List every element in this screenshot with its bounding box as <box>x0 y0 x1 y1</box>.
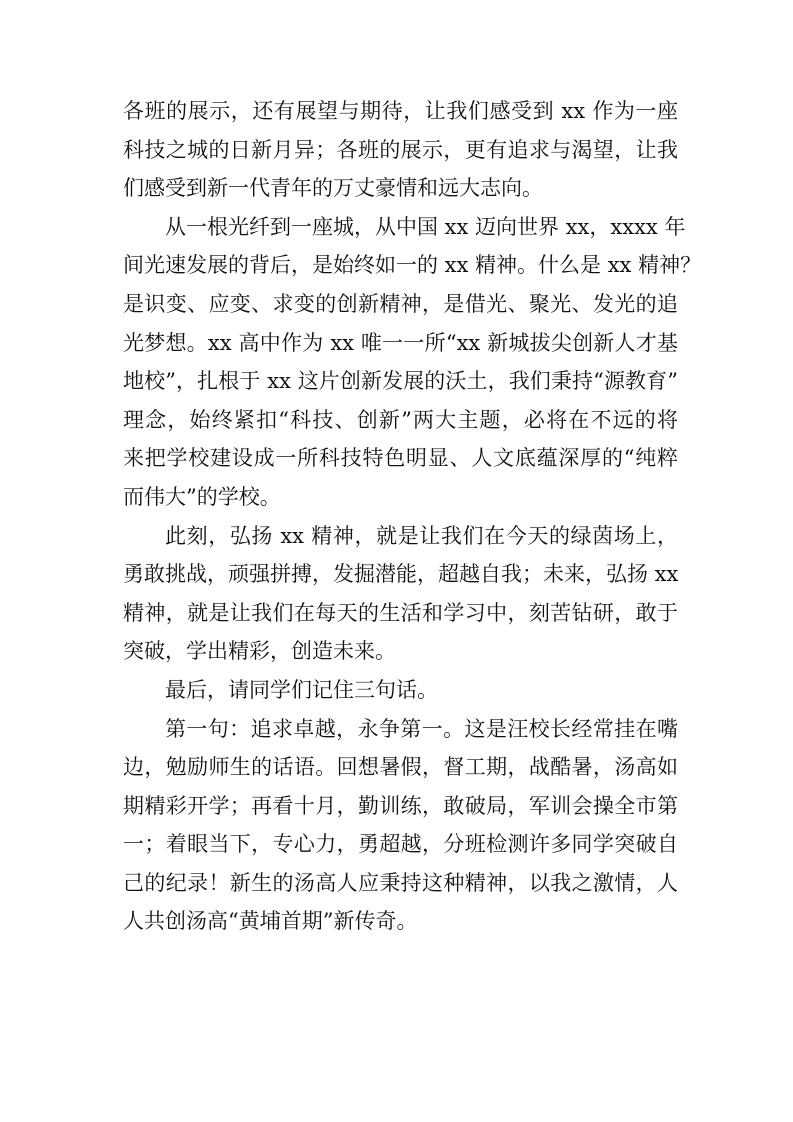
paragraph-finally <box>123 671 678 710</box>
text-line: 最后，请同学们记住三句话。 <box>165 677 438 702</box>
text-line: 突破，学出精彩，创造未来。 <box>123 639 396 664</box>
paragraph-this-moment <box>123 517 678 671</box>
text-line: 此刻，弘扬 xx 精神，就是让我们在今天的绿茵场上， <box>165 523 678 548</box>
document-page <box>123 92 702 941</box>
text-line: 来把学校建设成一所科技特色明显、人文底蕴深厚的“纯粹 <box>123 446 678 471</box>
text-line: 期精彩开学；再看十月，勤训练，敢破局，军训会操全市第 <box>123 793 678 818</box>
text-line: 间光速发展的背后，是始终如一的 xx 精神。什么是 xx 精神？ <box>123 253 702 278</box>
text-line: 各班的展示，还有展望与期待，让我们感受到 xx 作为一座 <box>123 99 678 123</box>
text-line: 而伟大”的学校。 <box>123 484 281 509</box>
text-line: 己的纪录！新生的汤高人应秉持这种精神，以我之激情，人 <box>123 870 678 895</box>
paragraph-first-sentence <box>123 710 678 942</box>
text-line: 科技之城的日新月异；各班的展示，更有追求与渴望，让我 <box>123 137 678 162</box>
text-line: 是识变、应变、求变的创新精神，是借光、聚光、发光的追 <box>123 291 678 316</box>
text-line: 勇敢挑战，顽强拼搏，发掘潜能，超越自我；未来，弘扬 xx <box>123 562 679 587</box>
text-line: 们感受到新一代青年的万丈豪情和远大志向。 <box>123 176 543 201</box>
text-line: 第一句：追求卓越，永争第一。这是汪校长经常挂在嘴 <box>165 716 678 741</box>
paragraph-exhibition <box>123 92 678 208</box>
text-line: 地校”，扎根于 xx 这片创新发展的沃土，我们秉持“源教育” <box>123 369 678 394</box>
text-line: 光梦想。xx 高中作为 xx 唯一一所“xx 新城拔尖创新人才基 <box>123 330 678 355</box>
text-line: 从一根光纤到一座城，从中国 xx 迈向世界 xx，xxxx 年 <box>165 214 686 239</box>
text-line: 理念，始终紧扣“科技、创新”两大主题，必将在不远的将 <box>123 407 678 432</box>
text-line: 边，勉励师生的话语。回想暑假，督工期，战酷暑，汤高如 <box>123 755 678 780</box>
text-line: 人共创汤高“黄埔首期”新传奇。 <box>123 909 418 934</box>
paragraph-xx-spirit <box>123 208 702 517</box>
text-line: 精神，就是让我们在每天的生活和学习中，刻苦钻研，敢于 <box>123 600 678 625</box>
text-line: 一；着眼当下，专心力，勇超越，分班检测许多同学突破自 <box>123 832 678 857</box>
